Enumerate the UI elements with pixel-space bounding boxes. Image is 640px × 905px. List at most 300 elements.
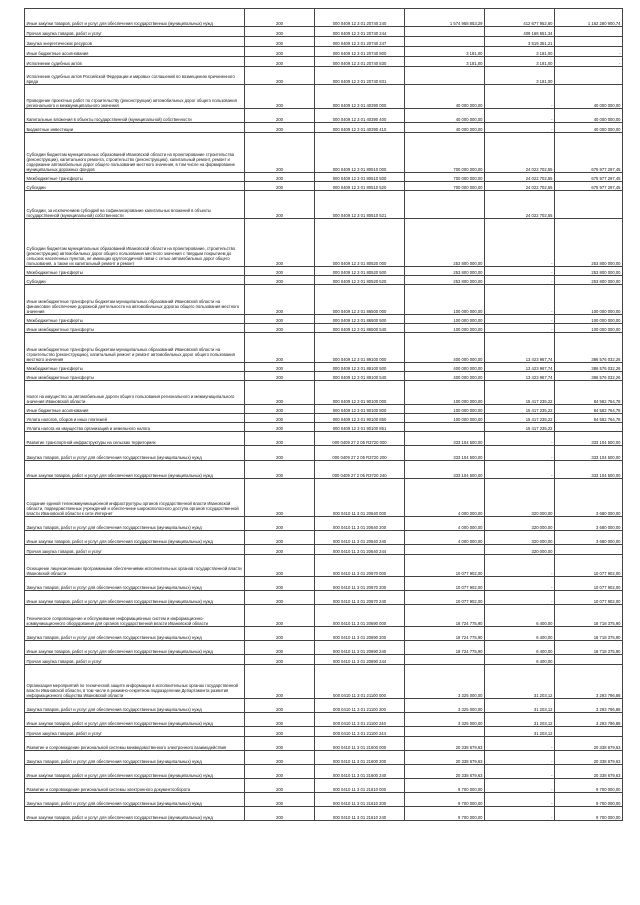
table-row [25, 267, 623, 276]
row-admin-code-cell: 200 [245, 807, 315, 821]
table-row [25, 737, 623, 751]
row-budget-code-cell: 000 0409 12 3 01 80510 500 [315, 173, 405, 182]
row-admin-code-cell: 200 [245, 372, 315, 381]
row-approved-cell [405, 191, 485, 219]
table-row [25, 47, 623, 57]
table-row [25, 713, 623, 727]
row-approved-cell: 400 000 000,00 [405, 333, 485, 363]
row-remaining-cell [555, 727, 623, 737]
table-row [25, 57, 623, 67]
table-row [25, 363, 623, 372]
row-name-cell: Субсидии, за исключением субсидий на софинансирование капитальных вложений в объекты государственной (муниципальной) собственности [25, 191, 245, 219]
row-approved-cell: 700 000 000,00 [405, 182, 485, 191]
row-remaining-cell: 20 338 679,63 [555, 751, 623, 765]
row-admin-code-cell: 200 [245, 461, 315, 479]
table-row [25, 285, 623, 315]
row-approved-cell: 4 000 000,00 [405, 479, 485, 517]
row-budget-code-cell: 000 0409 12 3 01 86500 000 [315, 285, 405, 315]
row-remaining-cell: 253 800 000,00 [555, 267, 623, 276]
table-row [25, 109, 623, 123]
row-remaining-cell: 386 576 032,26 [555, 363, 623, 372]
row-name-cell: Субсидии бюджетам муниципальных образований Ивановской области на проектирование, строительство (реконструкцию) автомобильных дорог общего пользования местного значения с твердым покрытием до сельских населенных пунктов, не имеющих круглогодичной связи с сетью автомобильных дорог общего пользования, а также их капитальный ремонт и ремонт [25, 219, 245, 267]
table-row [25, 372, 623, 381]
row-budget-code-cell: 000 0410 11 3 01 21100 000 [315, 665, 405, 699]
row-remaining-cell: 100 000 000,00 [555, 315, 623, 324]
row-remaining-cell: 386 576 032,26 [555, 372, 623, 381]
table-row [25, 405, 623, 414]
row-budget-code-cell: 000 0410 11 3 01 21600 200 [315, 751, 405, 765]
row-approved-cell: 1 574 958 853,29 [405, 9, 485, 27]
row-name-cell: Создание единой телекоммуникационной инфраструктуры органов государственной власти Ивановской области, подведомственных учреждений и обеспечение широкополосного доступа органов государственной власти Ивановской области к сети Интернет [25, 479, 245, 517]
row-approved-cell [405, 655, 485, 665]
row-name-cell: Закупка товаров, работ и услуг для обеспечения государственных (муниципальных) нужд [25, 627, 245, 641]
row-approved-cell: 100 000 000,00 [405, 405, 485, 414]
row-admin-code-cell: 200 [245, 182, 315, 191]
row-approved-cell: 9 700 000,00 [405, 793, 485, 807]
row-budget-code-cell: 000 0410 11 3 01 20670 240 [315, 591, 405, 605]
row-budget-code-cell: 000 0409 12 3 01 80520 500 [315, 267, 405, 276]
row-admin-code-cell: 200 [245, 765, 315, 779]
row-admin-code-cell: 200 [245, 627, 315, 641]
row-name-cell: Развитие и сопровождение региональной системы электронного документооборота [25, 779, 245, 793]
row-admin-code-cell: 200 [245, 67, 315, 85]
table-row [25, 627, 623, 641]
row-admin-code-cell: 200 [245, 191, 315, 219]
row-approved-cell: 400 000 000,00 [405, 372, 485, 381]
row-name-cell: Закупка товаров, работ и услуг для обеспечения государственных (муниципальных) нужд [25, 793, 245, 807]
row-admin-code-cell: 200 [245, 545, 315, 555]
row-name-cell: Иные закупки товаров, работ и услуг для обеспечения государственных (муниципальных) нужд [25, 591, 245, 605]
row-name-cell: Межбюджетные трансферты [25, 267, 245, 276]
row-budget-code-cell: 000 0409 27 2 05 R3720 200 [315, 446, 405, 461]
row-budget-code-cell: 000 0410 11 3 01 20640 200 [315, 517, 405, 531]
row-approved-cell: 20 338 679,63 [405, 737, 485, 751]
row-remaining-cell: 3 680 000,00 [555, 479, 623, 517]
row-name-cell: Уплата налогов, сборов и иных платежей [25, 414, 245, 423]
row-admin-code-cell: 200 [245, 276, 315, 285]
table-row [25, 432, 623, 446]
row-executed-cell: 3 181,00 [485, 57, 555, 67]
table-row [25, 333, 623, 363]
row-remaining-cell: 3 293 796,88 [555, 713, 623, 727]
row-executed-cell: 24 022 702,55 [485, 173, 555, 182]
table-row [25, 85, 623, 109]
row-budget-code-cell: 000 0409 12 3 01 90100 850 [315, 414, 405, 423]
table-row [25, 423, 623, 432]
row-remaining-cell: 10 077 902,00 [555, 577, 623, 591]
row-executed-cell: 6 400,00 [485, 627, 555, 641]
table-row [25, 699, 623, 713]
table-row [25, 479, 623, 517]
row-budget-code-cell: 000 0409 12 3 01 80520 000 [315, 219, 405, 267]
table-row [25, 173, 623, 182]
row-name-cell: Организация мероприятий по технической защите информации в исполнительных органах государственной власти Ивановской области, в том числе в режимно-секретном подразделении Департамента развития информационного общества Ивановской области [25, 665, 245, 699]
row-admin-code-cell: 200 [245, 751, 315, 765]
row-executed-cell: - [485, 577, 555, 591]
row-approved-cell: 333 104 500,00 [405, 446, 485, 461]
row-executed-cell: 15 417 235,22 [485, 405, 555, 414]
table-row [25, 779, 623, 793]
table-row [25, 531, 623, 545]
row-approved-cell [405, 423, 485, 432]
row-remaining-cell: 253 800 000,00 [555, 219, 623, 267]
row-budget-code-cell: 000 0409 12 3 01 90100 851 [315, 423, 405, 432]
table-row [25, 446, 623, 461]
row-name-cell: Иные закупки товаров, работ и услуг для обеспечения государственных (муниципальных) нужд [25, 807, 245, 821]
row-name-cell: Иные закупки товаров, работ и услуг для обеспечения государственных (муниципальных) нужд [25, 461, 245, 479]
row-budget-code-cell: 000 0410 11 3 01 20640 244 [315, 545, 405, 555]
row-budget-code-cell: 000 0409 12 3 01 89100 500 [315, 363, 405, 372]
row-executed-cell: 3 519 351,21 [485, 37, 555, 47]
table-row [25, 182, 623, 191]
row-budget-code-cell: 000 0410 11 3 01 21100 200 [315, 699, 405, 713]
row-name-cell: Межбюджетные трансферты [25, 315, 245, 324]
row-admin-code-cell: 200 [245, 423, 315, 432]
row-executed-cell: 24 022 702,55 [485, 182, 555, 191]
row-budget-code-cell: 000 0409 12 3 01 20740 830 [315, 57, 405, 67]
row-executed-cell: 31 203,12 [485, 713, 555, 727]
table-row [25, 276, 623, 285]
row-approved-cell: 100 000 000,00 [405, 414, 485, 423]
table-row [25, 665, 623, 699]
row-approved-cell: 333 104 500,00 [405, 461, 485, 479]
row-remaining-cell [555, 37, 623, 47]
row-admin-code-cell: 200 [245, 405, 315, 414]
row-admin-code-cell: 200 [245, 517, 315, 531]
table-row [25, 37, 623, 47]
row-name-cell: Субсидии бюджетам муниципальных образований Ивановской области на проектирование строительства (реконструкции), капитального ремонта, строительство (реконструкцию), капитальный ремонт, ремонт и содержание автомобильных дорог общего пользования местного значения, в том числе на формирование муниципальных дорожных фондов [25, 133, 245, 173]
row-admin-code-cell: 200 [245, 446, 315, 461]
row-remaining-cell: 100 000 000,00 [555, 324, 623, 333]
row-executed-cell: - [485, 85, 555, 109]
row-remaining-cell: 20 338 679,63 [555, 737, 623, 751]
row-remaining-cell: 3 293 796,88 [555, 699, 623, 713]
row-remaining-cell: 1 162 280 900,74 [555, 9, 623, 27]
row-name-cell: Субсидии [25, 182, 245, 191]
row-budget-code-cell: 000 0409 12 3 01 20740 831 [315, 67, 405, 85]
row-executed-cell: 13 423 967,74 [485, 372, 555, 381]
table-row [25, 461, 623, 479]
row-name-cell: Межбюджетные трансферты [25, 363, 245, 372]
row-admin-code-cell: 200 [245, 713, 315, 727]
row-budget-code-cell: 000 0409 12 3 01 80520 520 [315, 276, 405, 285]
table-row [25, 751, 623, 765]
row-remaining-cell: 84 582 764,78 [555, 381, 623, 405]
row-admin-code-cell: 200 [245, 555, 315, 577]
table-row [25, 123, 623, 133]
row-name-cell: Развитие транспортной инфраструктуры на сельских территориях [25, 432, 245, 446]
row-executed-cell: - [485, 765, 555, 779]
row-executed-cell: - [485, 315, 555, 324]
row-approved-cell: 10 077 902,00 [405, 577, 485, 591]
row-admin-code-cell: 200 [245, 47, 315, 57]
row-budget-code-cell: 000 0409 12 3 01 90100 000 [315, 381, 405, 405]
row-remaining-cell [555, 423, 623, 432]
row-remaining-cell: 9 700 000,00 [555, 779, 623, 793]
row-executed-cell: - [485, 324, 555, 333]
row-executed-cell: - [485, 123, 555, 133]
row-executed-cell: 15 417 235,22 [485, 414, 555, 423]
row-executed-cell: 6 400,00 [485, 655, 555, 665]
table-row [25, 315, 623, 324]
row-admin-code-cell: 200 [245, 432, 315, 446]
row-executed-cell: - [485, 267, 555, 276]
row-admin-code-cell: 200 [245, 727, 315, 737]
row-remaining-cell: - [555, 57, 623, 67]
row-budget-code-cell: 000 0409 12 3 01 89100 540 [315, 372, 405, 381]
row-remaining-cell: 18 718 375,90 [555, 605, 623, 627]
row-remaining-cell: 3 293 796,88 [555, 665, 623, 699]
row-remaining-cell: 84 582 764,78 [555, 414, 623, 423]
row-approved-cell [405, 727, 485, 737]
row-approved-cell: 700 000 000,00 [405, 133, 485, 173]
table-row [25, 381, 623, 405]
row-budget-code-cell: 000 0410 11 3 01 20640 000 [315, 479, 405, 517]
row-executed-cell: - [485, 285, 555, 315]
row-name-cell: Исполнение судебных актов Российской Федерации и мировых соглашений по возмещению причиненного вреда [25, 67, 245, 85]
row-name-cell: Проведение проектных работ по строительству (реконструкции) автомобильных дорог общего пользования регионального и межмуниципального значения [25, 85, 245, 109]
row-admin-code-cell: 200 [245, 591, 315, 605]
row-budget-code-cell: 000 0409 12 3 01 20740 240 [315, 9, 405, 27]
row-remaining-cell [555, 191, 623, 219]
row-admin-code-cell: 200 [245, 655, 315, 665]
row-remaining-cell: 333 104 500,00 [555, 432, 623, 446]
row-name-cell: Закупка товаров, работ и услуг для обеспечения государственных (муниципальных) нужд [25, 517, 245, 531]
row-approved-cell: 40 000 000,00 [405, 85, 485, 109]
row-remaining-cell: 100 000 000,00 [555, 285, 623, 315]
row-executed-cell: 13 423 967,74 [485, 363, 555, 372]
row-executed-cell: 320 000,00 [485, 531, 555, 545]
row-admin-code-cell: 200 [245, 85, 315, 109]
row-name-cell: Исполнение судебных актов [25, 57, 245, 67]
table-row [25, 655, 623, 665]
row-name-cell: Иные закупки товаров, работ и услуг для обеспечения государственных (муниципальных) нужд [25, 9, 245, 27]
table-row [25, 414, 623, 423]
row-executed-cell: - [485, 446, 555, 461]
row-admin-code-cell: 200 [245, 699, 315, 713]
row-admin-code-cell: 200 [245, 9, 315, 27]
row-executed-cell: - [485, 591, 555, 605]
row-admin-code-cell: 200 [245, 381, 315, 405]
row-executed-cell: - [485, 807, 555, 821]
row-budget-code-cell: 000 0410 11 3 01 20690 240 [315, 641, 405, 655]
table-row [25, 605, 623, 627]
row-name-cell: Иные межбюджетные трансферты [25, 324, 245, 333]
row-executed-cell: - [485, 109, 555, 123]
row-executed-cell: 6 400,00 [485, 641, 555, 655]
row-executed-cell: 320 000,00 [485, 479, 555, 517]
row-approved-cell: 100 000 000,00 [405, 315, 485, 324]
row-approved-cell: 10 077 902,00 [405, 591, 485, 605]
row-budget-code-cell: 000 0410 11 3 01 21100 240 [315, 713, 405, 727]
row-budget-code-cell: 000 0410 11 3 01 20670 000 [315, 555, 405, 577]
row-admin-code-cell: 200 [245, 27, 315, 37]
row-executed-cell: 24 022 702,55 [485, 133, 555, 173]
row-executed-cell: - [485, 751, 555, 765]
row-budget-code-cell: 000 0410 11 3 01 21610 000 [315, 779, 405, 793]
row-executed-cell: - [485, 555, 555, 577]
row-remaining-cell: 18 718 375,90 [555, 627, 623, 641]
row-approved-cell: 100 000 000,00 [405, 324, 485, 333]
row-executed-cell: 15 417 235,22 [485, 381, 555, 405]
row-approved-cell: 3 181,00 [405, 47, 485, 57]
row-budget-code-cell: 000 0409 12 3 01 20740 247 [315, 37, 405, 47]
row-budget-code-cell: 000 0409 12 3 01 20740 800 [315, 47, 405, 57]
table-row [25, 67, 623, 85]
row-name-cell: Оснащение лицензионными программными обеспечениями исполнительных органов государственной власти Ивановской области [25, 555, 245, 577]
row-admin-code-cell: 200 [245, 37, 315, 47]
row-admin-code-cell: 200 [245, 531, 315, 545]
row-remaining-cell [555, 545, 623, 555]
row-admin-code-cell: 200 [245, 779, 315, 793]
row-approved-cell: 253 800 000,00 [405, 276, 485, 285]
row-budget-code-cell: 000 0409 12 3 01 80510 520 [315, 182, 405, 191]
row-name-cell: Закупка товаров, работ и услуг для обеспечения государственных (муниципальных) нужд [25, 446, 245, 461]
row-name-cell: Налог на имущество за автомобильные дороги общего пользования регионального и межмуниципального значения Ивановской области [25, 381, 245, 405]
row-name-cell: Иные бюджетные ассигнования [25, 47, 245, 57]
row-executed-cell: - [485, 461, 555, 479]
row-name-cell: Иные закупки товаров, работ и услуг для обеспечения государственных (муниципальных) нужд [25, 531, 245, 545]
row-approved-cell: 253 800 000,00 [405, 219, 485, 267]
row-approved-cell: 40 000 000,00 [405, 123, 485, 133]
row-approved-cell: 3 325 000,00 [405, 713, 485, 727]
row-budget-code-cell: 000 0410 11 3 01 20670 200 [315, 577, 405, 591]
row-budget-code-cell: 000 0410 11 3 01 21100 244 [315, 727, 405, 737]
row-budget-code-cell: 000 0409 12 3 01 90100 800 [315, 405, 405, 414]
row-executed-cell: 13 423 967,74 [485, 333, 555, 363]
row-budget-code-cell: 000 0409 27 2 05 R3720 240 [315, 461, 405, 479]
row-executed-cell: 24 022 702,55 [485, 191, 555, 219]
row-executed-cell: - [485, 779, 555, 793]
row-approved-cell [405, 545, 485, 555]
row-executed-cell: 320 000,00 [485, 517, 555, 531]
row-name-cell: Закупка товаров, работ и услуг для обеспечения государственных (муниципальных) нужд [25, 577, 245, 591]
row-admin-code-cell: 200 [245, 479, 315, 517]
table-row [25, 9, 623, 27]
row-budget-code-cell: 000 0409 12 3 01 40390 400 [315, 109, 405, 123]
row-name-cell: Бюджетные инвестиции [25, 123, 245, 133]
row-admin-code-cell: 200 [245, 285, 315, 315]
row-name-cell: Прочая закупка товаров, работ и услуг [25, 545, 245, 555]
row-remaining-cell: 253 800 000,00 [555, 276, 623, 285]
row-budget-code-cell: 000 0410 11 3 01 20690 244 [315, 655, 405, 665]
document-page [24, 8, 622, 821]
row-name-cell: Прочая закупка товаров, работ и услуг [25, 27, 245, 37]
row-approved-cell: 100 000 000,00 [405, 381, 485, 405]
row-executed-cell: 15 417 235,22 [485, 423, 555, 432]
table-row [25, 807, 623, 821]
table-row [25, 517, 623, 531]
row-executed-cell: 31 203,12 [485, 727, 555, 737]
table-row [25, 324, 623, 333]
table-row [25, 765, 623, 779]
row-remaining-cell: 9 700 000,00 [555, 793, 623, 807]
row-name-cell: Закупка товаров, работ и услуг для обеспечения государственных (муниципальных) нужд [25, 751, 245, 765]
row-budget-code-cell: 000 0410 11 3 01 21600 000 [315, 737, 405, 751]
budget-table [24, 8, 623, 821]
row-admin-code-cell: 200 [245, 57, 315, 67]
row-remaining-cell: 20 338 679,63 [555, 765, 623, 779]
row-admin-code-cell: 200 [245, 333, 315, 363]
row-name-cell: Техническое сопровождение и обслуживание информационных систем и информационно-коммуникационного оборудования для органов государственной власти Ивановской области [25, 605, 245, 627]
row-budget-code-cell: 000 0409 12 3 01 80510 521 [315, 191, 405, 219]
row-remaining-cell: 675 977 297,45 [555, 173, 623, 182]
table-row [25, 191, 623, 219]
row-budget-code-cell: 000 0409 12 3 01 89100 000 [315, 333, 405, 363]
row-approved-cell: 253 800 000,00 [405, 267, 485, 276]
row-approved-cell: 3 325 000,00 [405, 665, 485, 699]
row-remaining-cell: 84 582 764,78 [555, 405, 623, 414]
row-name-cell: Развитие и сопровождение региональной системы межведомственного электронного взаимодействия [25, 737, 245, 751]
row-approved-cell: 20 338 679,63 [405, 765, 485, 779]
row-remaining-cell [555, 655, 623, 665]
row-budget-code-cell: 000 0410 11 3 01 21610 240 [315, 807, 405, 821]
row-admin-code-cell: 200 [245, 665, 315, 699]
row-name-cell: Прочая закупка товаров, работ и услуг [25, 727, 245, 737]
row-executed-cell: 409 168 551,34 [485, 27, 555, 37]
row-admin-code-cell: 200 [245, 793, 315, 807]
row-approved-cell: 10 077 902,00 [405, 555, 485, 577]
row-remaining-cell: 386 576 032,26 [555, 333, 623, 363]
row-admin-code-cell: 200 [245, 267, 315, 276]
row-remaining-cell: 333 104 500,00 [555, 446, 623, 461]
row-budget-code-cell: 000 0409 12 3 01 86500 540 [315, 324, 405, 333]
row-name-cell: Иные межбюджетные трансферты бюджетам муниципальных образований Ивановской области на строительство (реконструкцию), капитальный ремонт и ремонт автомобильных дорог общего пользования местного значения [25, 333, 245, 363]
row-admin-code-cell: 200 [245, 577, 315, 591]
table-row [25, 793, 623, 807]
row-remaining-cell: 40 000 000,00 [555, 109, 623, 123]
row-remaining-cell: 675 977 297,45 [555, 182, 623, 191]
row-remaining-cell: 675 977 297,45 [555, 133, 623, 173]
table-row [25, 27, 623, 37]
row-name-cell: Иные закупки товаров, работ и услуг для обеспечения государственных (муниципальных) нужд [25, 641, 245, 655]
table-row [25, 727, 623, 737]
row-executed-cell: - [485, 219, 555, 267]
row-executed-cell: 320 000,00 [485, 545, 555, 555]
table-row [25, 641, 623, 655]
budget-table-body [25, 9, 623, 821]
row-budget-code-cell: 000 0410 11 3 01 21600 240 [315, 765, 405, 779]
row-approved-cell [405, 27, 485, 37]
row-approved-cell: 9 700 000,00 [405, 807, 485, 821]
row-name-cell: Иные межбюджетные трансферты [25, 372, 245, 381]
row-budget-code-cell: 000 0409 12 3 01 80510 000 [315, 133, 405, 173]
row-remaining-cell: - [555, 47, 623, 57]
row-name-cell: Капитальные вложения в объекты государственной (муниципальной) собственности [25, 109, 245, 123]
row-remaining-cell: 333 104 500,00 [555, 461, 623, 479]
row-approved-cell: 333 104 500,00 [405, 432, 485, 446]
row-remaining-cell: 18 718 375,90 [555, 641, 623, 655]
row-admin-code-cell: 200 [245, 133, 315, 173]
row-remaining-cell: 40 000 000,00 [555, 85, 623, 109]
row-name-cell: Иные бюджетные ассигнования [25, 405, 245, 414]
row-name-cell: Иные межбюджетные трансферты бюджетам муниципальных образований Ивановской области на финансовое обеспечение дорожной деятельности на автомобильных дорогах общего пользования местного значения [25, 285, 245, 315]
row-budget-code-cell: 000 0410 11 3 01 20640 240 [315, 531, 405, 545]
row-approved-cell: 18 724 775,90 [405, 627, 485, 641]
row-approved-cell: 700 000 000,00 [405, 173, 485, 182]
row-name-cell: Межбюджетные трансферты [25, 173, 245, 182]
row-name-cell: Уплата налога на имущество организаций и земельного налога [25, 423, 245, 432]
row-name-cell: Иные закупки товаров, работ и услуг для обеспечения государственных (муниципальных) нужд [25, 765, 245, 779]
row-executed-cell: 31 203,12 [485, 699, 555, 713]
row-name-cell: Прочая закупка товаров, работ и услуг [25, 655, 245, 665]
row-approved-cell: 40 000 000,00 [405, 109, 485, 123]
row-budget-code-cell: 000 0410 11 3 01 21610 200 [315, 793, 405, 807]
row-approved-cell: 100 000 000,00 [405, 285, 485, 315]
row-remaining-cell: 10 077 902,00 [555, 591, 623, 605]
row-executed-cell: 412 677 952,60 [485, 9, 555, 27]
table-row [25, 545, 623, 555]
